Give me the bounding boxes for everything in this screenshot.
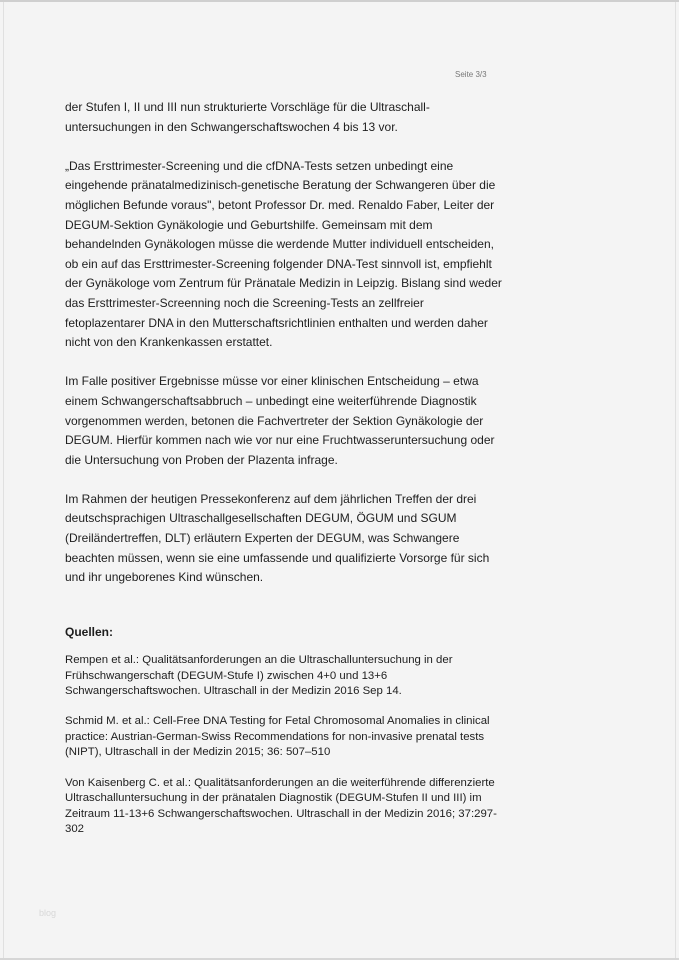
page-number: Seite 3/3 [455,70,487,79]
sources-list [65,653,505,852]
page-frame-top [0,0,679,2]
paragraph-positive-results: Im Falle positiver Ergebnisse müsse vor einer klinischen Entscheidung – etwa einem Schwangerschaftsabbruch – unbedingt eine weiterführende Diagnostik vorgenommen werden, betonen die Fachvertreter der Sektion Gynäkologie der DEGUM. Hierfür kommen nach wie vor nur eine Fruchtwasseruntersuchung oder die Untersuchung von Proben der Plazenta infrage. [65,374,495,467]
source-item: Rempen et al.: Qualitätsanforderungen an die Ultraschalluntersuchung in der Frühschwangerschaft (DEGUM-Stufe I) zwischen 4+0 und 13+6 Schwangerschaftswochen. Ultraschall in der Medizin 2016 Sep 14. [65,654,453,698]
page-frame-right [675,2,676,958]
paragraph-intro: der Stufen I, II und III nun strukturierte Vorschläge für die Ultraschalluntersuchungen in den Schwangerschaftswochen 4 bis 13 vor. [65,100,430,134]
source-item: Schmid M. et al.: Cell-Free DNA Testing for Fetal Chromosomal Anomalies in clinical practice: Austrian-German-Swiss Recommendations for non-invasive prenatal tests (NIPT), Ultraschall in der Medizin 2015; 36: 507–510 [65,715,490,759]
source-item: Von Kaisenberg C. et al.: Qualitätsanforderungen an die weiterführende differenzierte Ultraschalluntersuchung in der pränatalen Diagnostik (DEGUM-Stufen II und III) im Zeitraum 11-13+6 Schwangerschaftswochen. Ultraschall in der Medizin 2016; 37:297-302 [65,776,497,836]
document-body [65,98,505,607]
paragraph-quote: „Das Ersttrimester-Screening und die cfDNA-Tests setzen unbedingt eine eingehende pränatalmedizinisch-genetische Beratung der Schwangeren über die möglichen Befunde voraus", betont Professor Dr. med. Renaldo Faber, Leiter der DEGUM-Sektion Gynäkologie und Geburtshilfe. Gemeinsam mit dem behandelnden Gynäkologen müsse die werdende Mutter individuell entscheiden, ob ein auf das Ersttrimester-Screening folgender DNA-Test sinnvoll ist, empfiehlt der Gynäkologe vom Zentrum für Pränatale Medizin in Leipzig. Bislang sind weder das Ersttrimester-Screenning noch die Screening-Tests an zellfreier fetoplazentarer DNA in den Mutterschaftsrichtlinien enthalten und werden daher nicht von den Krankenkassen erstattet. [65,158,502,350]
watermark: blog [39,908,57,918]
page-frame-left [3,2,4,958]
sources-heading: Quellen: [65,625,114,639]
paragraph-press-conference: Im Rahmen der heutigen Pressekonferenz auf dem jährlichen Treffen der drei deutschsprachigen Ultraschallgesellschaften DEGUM, ÖGUM und SGUM (Dreiländertreffen, DLT) erläutern Experten der DEGUM, was Schwangere beachten müssen, wenn sie eine umfassende und qualifizierte Vorsorge für sich und ihr ungeborenes Kind wünschen. [65,491,490,585]
